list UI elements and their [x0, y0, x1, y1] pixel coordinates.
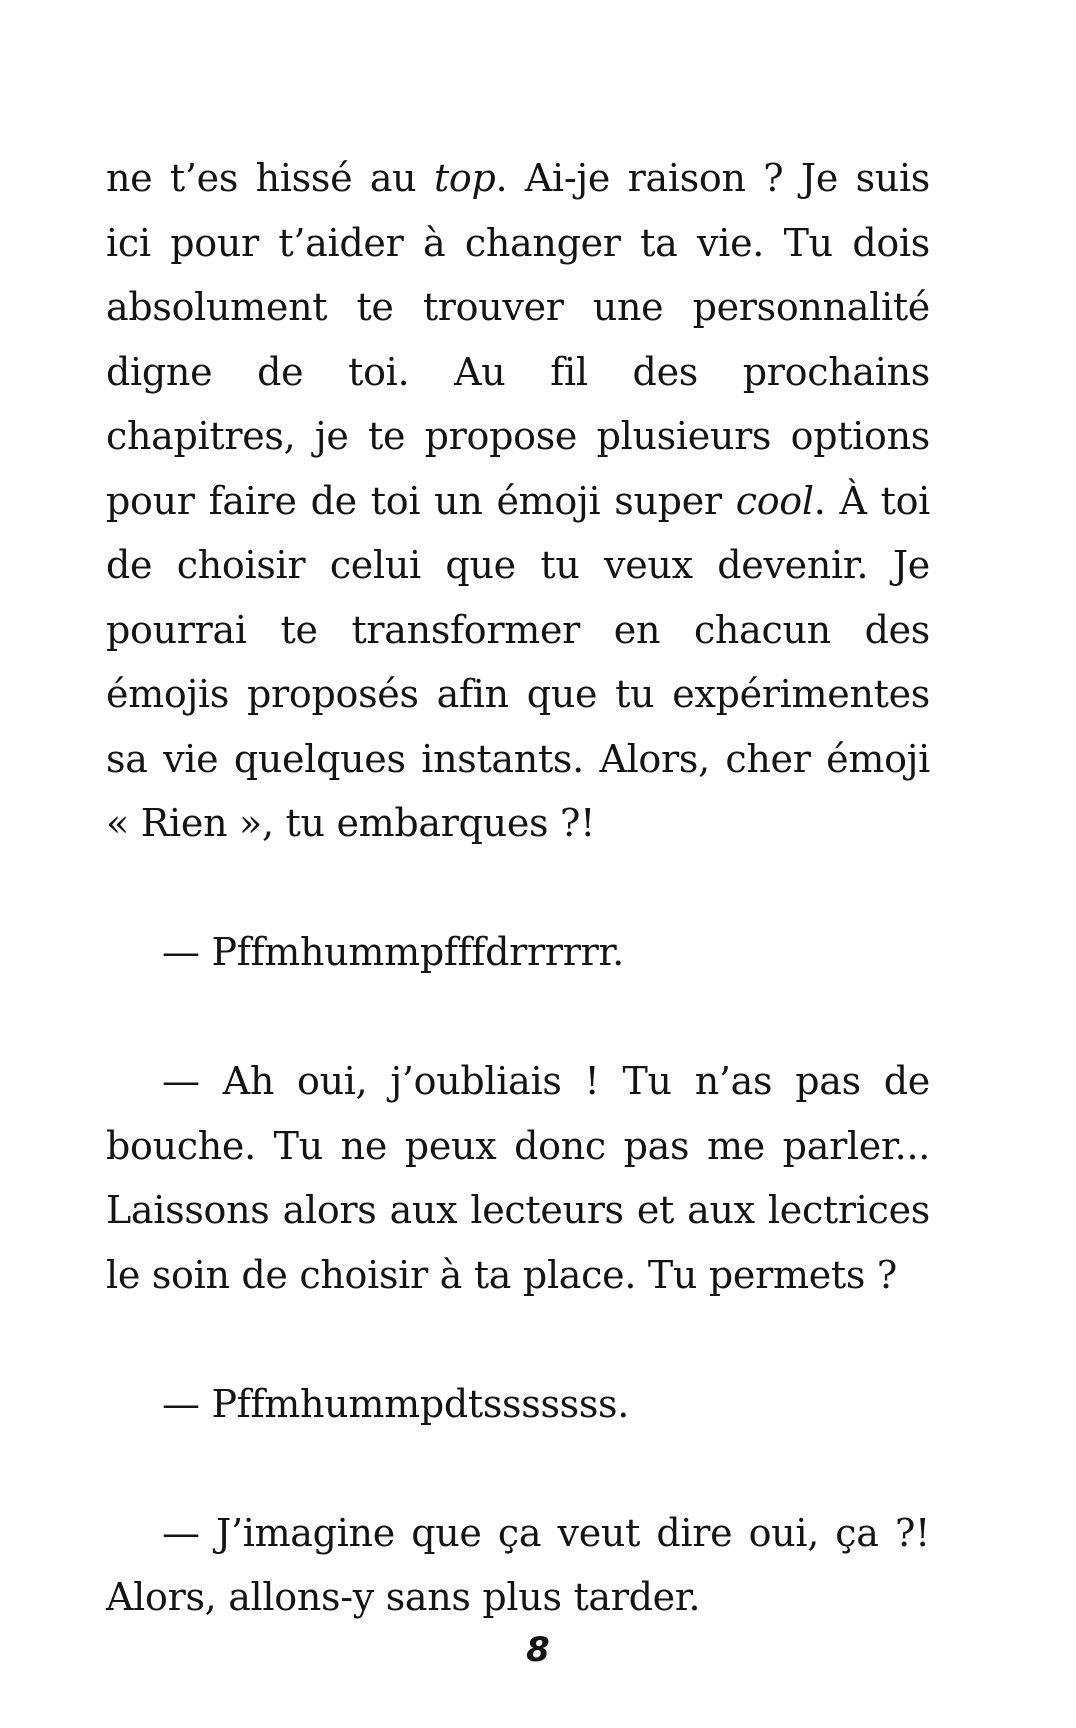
- paragraph-narration: [106, 146, 930, 856]
- dialogue-line: — Ah oui, j’oubliais ! Tu n’as pas de bouche. Tu ne peux donc pas me parler... Laissons alors aux lecteurs et aux lectrices le soin de choisir à ta place. Tu permets ?: [106, 1059, 930, 1297]
- dialogue-line: — J’imagine que ça veut dire oui, ça ?! Alors, allons-y sans plus tarder.: [106, 1510, 930, 1619]
- italic-word-top: top: [433, 156, 496, 200]
- paragraph-text: ne t’es hissé au: [106, 156, 434, 200]
- paragraph-text: . À toi de choisir celui que tu veux devenir. Je pourrai te transformer en chacun des émojis proposés afin que tu expérimentes sa vie quelques instants. Alors, cher émoji « Rien », tu embarques ?!: [106, 478, 931, 845]
- body-text: [106, 146, 930, 1630]
- dialogue-line: — Pffmhummpfffdrrrrrr.: [162, 930, 624, 974]
- page-number: 8: [526, 1630, 550, 1670]
- dialogue-line: — Pffmhummpdtsssssss.: [162, 1381, 630, 1426]
- paragraph-text: . Ai-je raison ? Je suis ici pour t’aider à changer ta vie. Tu dois absolument te trouver une personnalité digne de toi. Au fil des prochains chapitres, je te propose plusieurs options pour faire de toi un émoji super: [106, 156, 931, 523]
- italic-word-cool: cool: [735, 478, 814, 523]
